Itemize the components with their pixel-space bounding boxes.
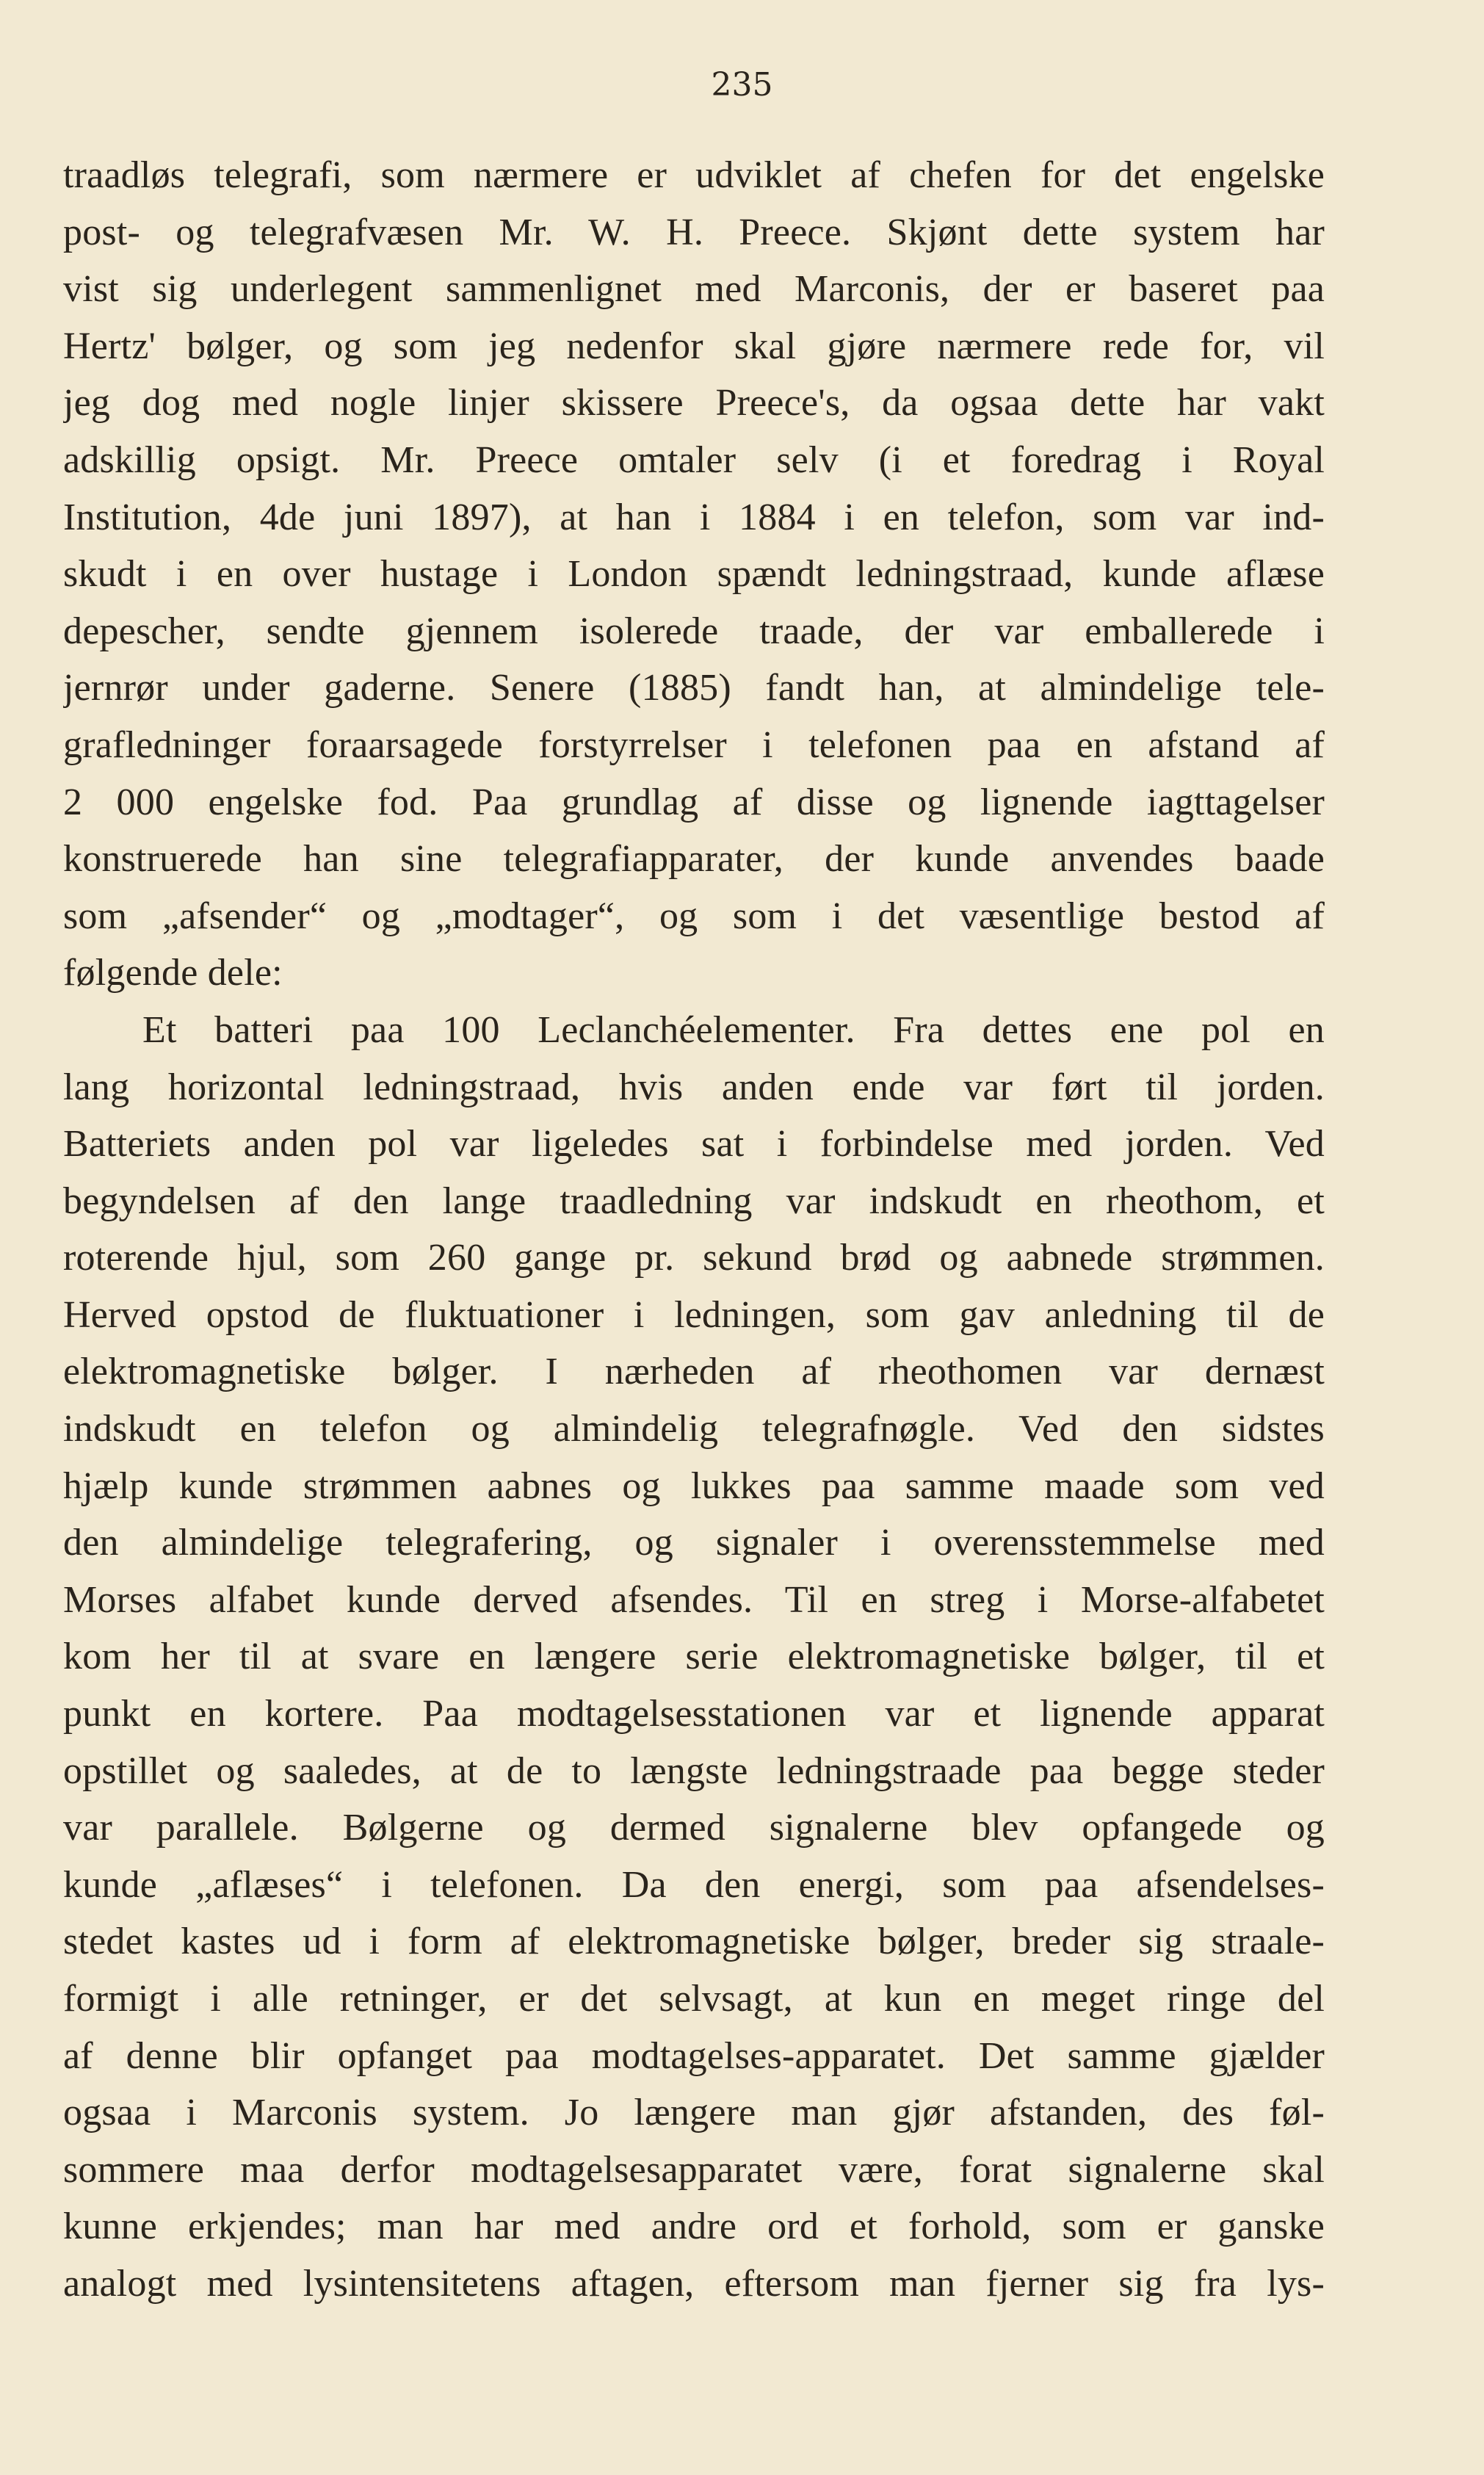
text-line: ogsaa i Marconis system. Jo længere man gjør afstanden, des føl- bbox=[63, 2092, 1325, 2134]
text-line: Et batteri paa 100 Leclanchéelementer. Fra dettes ene pol en bbox=[142, 1008, 1325, 1051]
text-line: sommere maa derfor modtagelsesapparatet være, forat signalerne skal bbox=[63, 2148, 1325, 2191]
paragraph-2 bbox=[63, 1002, 1325, 2313]
text-line: lang horizontal ledningstraad, hvis anden ende var ført til jorden. bbox=[63, 1066, 1325, 1108]
text-line: elektromagnetiske bølger. I nærheden af rheothomen var dernæst bbox=[63, 1351, 1325, 1393]
text-line: jernrør under gaderne. Senere (1885) fandt han, at almindelige tele- bbox=[63, 667, 1325, 709]
text-line: indskudt en telefon og almindelig telegrafnøgle. Ved den sidstes bbox=[63, 1408, 1325, 1450]
text-line: konstruerede han sine telegrafiapparater, der kunde anvendes baade bbox=[63, 838, 1325, 881]
text-line: Herved opstod de fluktuationer i ledningen, som gav anledning til de bbox=[63, 1293, 1325, 1336]
text-line: af denne blir opfanget paa modtagelses-apparatet. Det samme gjælder bbox=[63, 2034, 1325, 2077]
paragraph-1 bbox=[63, 147, 1325, 1002]
text-line: analogt med lysintensitetens aftagen, eftersom man fjerner sig fra lys- bbox=[63, 2262, 1325, 2305]
text-line: kunne erkjendes; man har med andre ord et forhold, som er ganske bbox=[63, 2205, 1325, 2248]
text-line: begyndelsen af den lange traadledning var indskudt en rheothom, et bbox=[63, 1179, 1325, 1222]
text-line: Batteriets anden pol var ligeledes sat i forbindelse med jorden. Ved bbox=[63, 1123, 1325, 1166]
text-line: jeg dog med nogle linjer skissere Preece's, da ogsaa dette har vakt bbox=[63, 382, 1325, 424]
text-line: vist sig underlegent sammenlignet med Marconis, der er baseret paa bbox=[63, 268, 1325, 311]
text-line: stedet kastes ud i form af elektromagnetiske bølger, breder sig straale- bbox=[63, 1921, 1325, 1963]
text-line: opstillet og saaledes, at de to længste ledningstraade paa begge steder bbox=[63, 1749, 1325, 1792]
text-line: hjælp kunde strømmen aabnes og lukkes paa samme maade som ved bbox=[63, 1464, 1325, 1507]
text-line: kunde „aflæses“ i telefonen. Da den energi, som paa afsendelses- bbox=[63, 1863, 1325, 1906]
text-line: post- og telegrafvæsen Mr. W. H. Preece. Skjønt dette system har bbox=[63, 211, 1325, 253]
text-line: Morses alfabet kunde derved afsendes. Til en streg i Morse-alfabetet bbox=[63, 1578, 1325, 1621]
text-line: kom her til at svare en længere serie elektromagnetiske bølger, til et bbox=[63, 1636, 1325, 1678]
text-line: punkt en kortere. Paa modtagelsesstationen var et lignende apparat bbox=[63, 1693, 1325, 1735]
text-line: var parallele. Bølgerne og dermed signalerne blev opfangede og bbox=[63, 1807, 1325, 1849]
page-number: 235 bbox=[711, 66, 773, 104]
text-line: roterende hjul, som 260 gange pr. sekund brød og aabnede strømmen. bbox=[63, 1237, 1325, 1279]
text-line: grafledninger foraarsagede forstyrrelser i telefonen paa en afstand af bbox=[63, 723, 1325, 766]
text-line: den almindelige telegrafering, og signaler i overensstemmelse med bbox=[63, 1522, 1325, 1564]
text-line: traadløs telegrafi, som nærmere er udviklet af chefen for det engelske bbox=[63, 154, 1325, 196]
body-text bbox=[63, 147, 1325, 2313]
text-line: Institution, 4de juni 1897), at han i 1884 i en telefon, som var ind- bbox=[63, 496, 1325, 538]
text-line: formigt i alle retninger, er det selvsagt, at kun en meget ringe del bbox=[63, 1978, 1325, 2020]
text-line: følgende dele: bbox=[63, 952, 283, 994]
text-line: Hertz' bølger, og som jeg nedenfor skal gjøre nærmere rede for, vil bbox=[63, 325, 1325, 367]
text-line: adskillig opsigt. Mr. Preece omtaler selv (i et foredrag i Royal bbox=[63, 438, 1325, 481]
text-line: skudt i en over hustage i London spændt ledningstraad, kunde aflæse bbox=[63, 553, 1325, 596]
text-line: som „afsender“ og „modtager“, og som i det væsentlige bestod af bbox=[63, 895, 1325, 937]
text-line: depescher, sendte gjennem isolerede traade, der var emballerede i bbox=[63, 610, 1325, 652]
text-line: 2 000 engelske fod. Paa grundlag af disse og lignende iagttagelser bbox=[63, 781, 1325, 823]
